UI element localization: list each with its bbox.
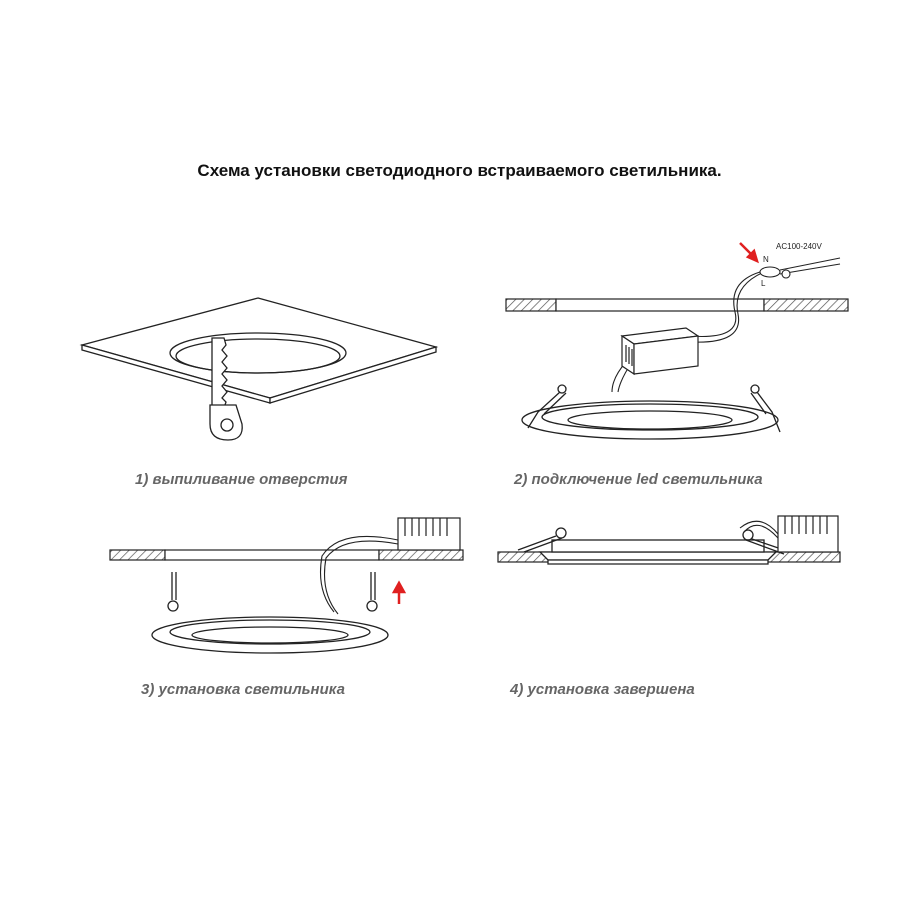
red-arrow-icon: [740, 243, 757, 261]
step3-spring-clips: [168, 572, 377, 611]
step2-ceiling: [506, 299, 848, 311]
live-label: L: [761, 279, 766, 288]
step4-driver-box: [778, 516, 838, 552]
step3-ceiling: [110, 550, 463, 560]
up-arrow-icon: [394, 583, 404, 604]
step1-caption: 1) выпиливание отверстия: [135, 471, 348, 488]
led-driver-box: [622, 328, 698, 374]
step3-caption: 3) установка светильника: [141, 681, 345, 698]
step3-driver-box: [398, 518, 460, 550]
step3-wire: [321, 536, 399, 614]
step4-caption: 4) установка завершена: [510, 681, 695, 698]
step3-led-panel: [152, 617, 388, 653]
diagram-title: Схема установки светодиодного встраиваемого светильника.: [197, 161, 722, 180]
step1-ceiling-panel: [82, 298, 436, 403]
step4-led-panel: [540, 540, 776, 564]
neutral-label: N: [763, 255, 769, 264]
step2-led-panel: [522, 401, 778, 439]
voltage-label: AC100-240V: [776, 242, 822, 251]
step2-caption: 2) подключение led светильника: [514, 471, 763, 488]
step4-wire: [740, 521, 778, 538]
